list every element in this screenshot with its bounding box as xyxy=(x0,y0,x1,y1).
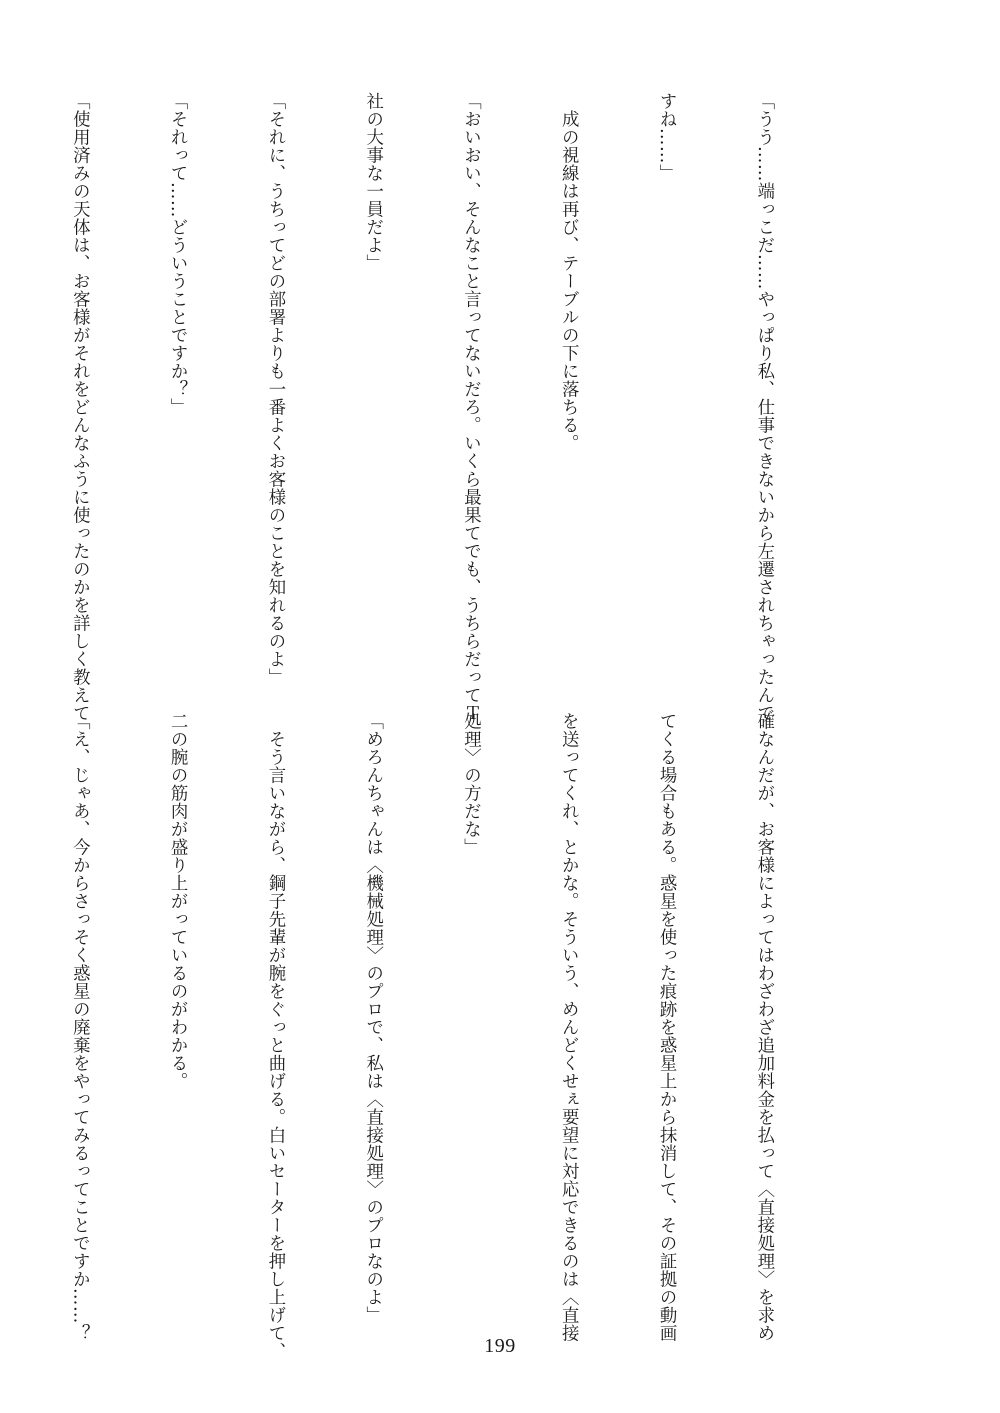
page-number: 199 xyxy=(484,1335,516,1357)
text-line: 「めろんちゃんは〈機械処理〉のプロで、私は〈直接処理〉のプロなのよ」 xyxy=(362,712,383,1324)
text-line: てくる場合もある。惑星を使った痕跡を惑星上から抹消して、その証拠の動画 xyxy=(656,712,677,1342)
text-line: 「おいおい、そんなこと言ってないだろ。いくら最果てでも、うちらだってＴ xyxy=(460,92,481,722)
text-line: 「え、じゃあ、今からさっそく惑星の廃棄をやってみるってことですか……？ xyxy=(69,712,90,1342)
upper-text-column xyxy=(0,92,845,722)
text-line: 「使用済みの天体は、お客様がそれをどんなふうに使ったのかを詳しく教えて xyxy=(69,92,90,722)
text-line: 確なんだが、お客様によってはわざわざ追加料金を払って〈直接処理〉を求め xyxy=(753,712,774,1342)
text-line: 「うう……端っこだ……やっぱり私、仕事できないから左遷されちゃったんで xyxy=(753,92,774,722)
text-line: 「それって……どういうことですか？」 xyxy=(167,92,188,416)
text-line: 処理〉の方だな」 xyxy=(460,712,481,856)
text-line: すね……」 xyxy=(656,92,677,182)
text-line: そう言いながら、鋼子先輩が腕をぐっと曲げる。白いセーターを押し上げて、 xyxy=(264,712,285,1360)
text-line: を送ってくれ、とかな。そういう、めんどくせぇ要望に対応できるのは〈直接 xyxy=(558,712,579,1342)
text-line: 成の視線は再び、テーブルの下に落ちる。 xyxy=(558,92,579,452)
text-line: 社の大事な一員だよ」 xyxy=(362,92,383,272)
text-line: 「それに、うちってどの部署よりも一番よくお客様のことを知れるのよ」 xyxy=(264,92,285,686)
text-line: 二の腕の筋肉が盛り上がっているのがわかる。 xyxy=(167,712,188,1090)
